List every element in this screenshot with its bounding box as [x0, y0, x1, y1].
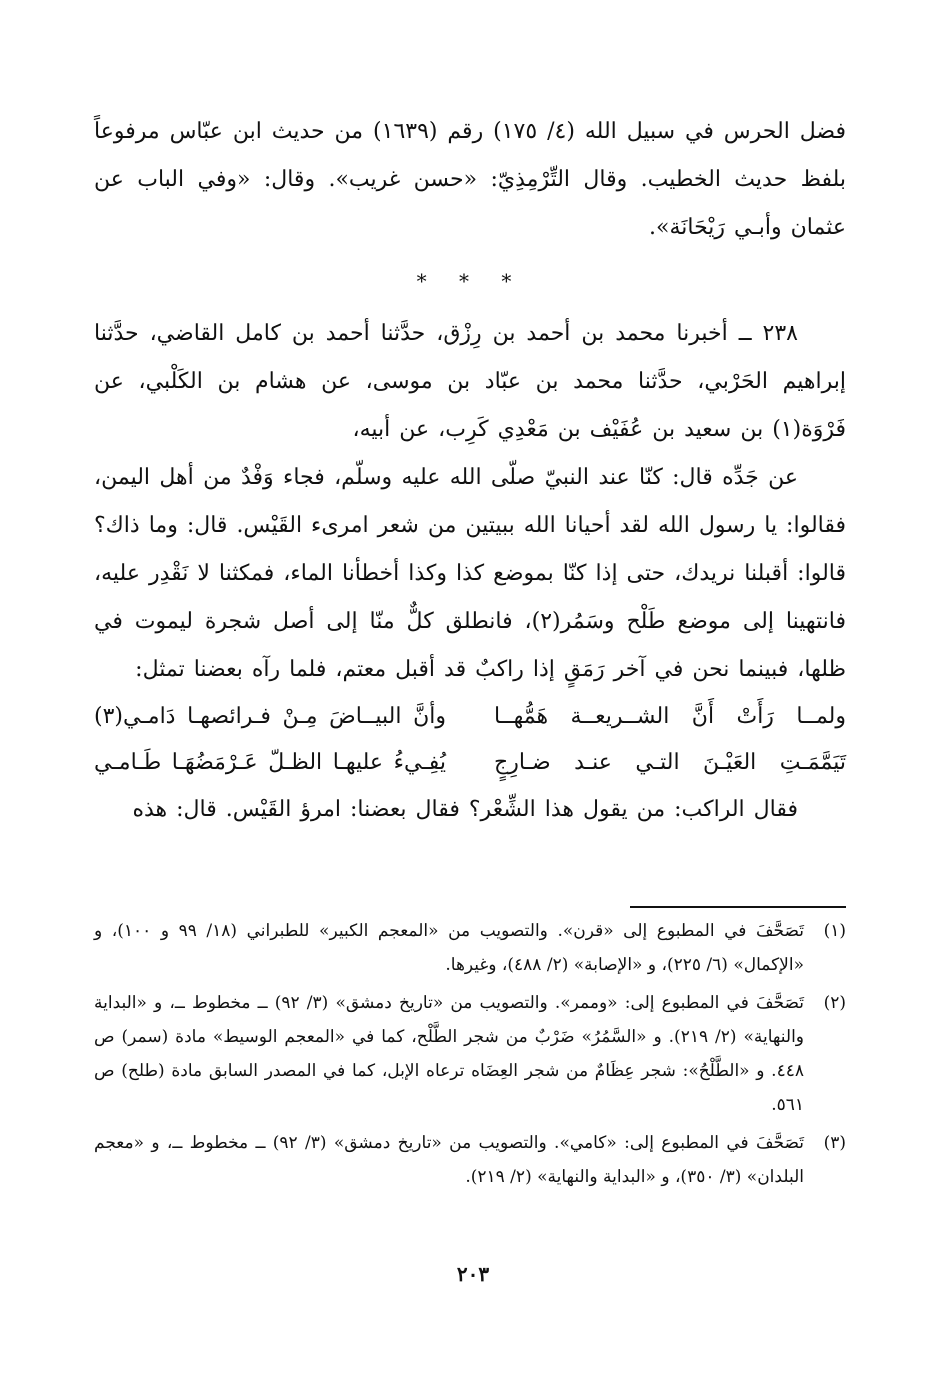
footnote-text: تَصَحَّفَ في المطبوع إلى: «كامي». والتصويب من «تاريخ دمشق» (٣/ ٩٢) ــ مخطوط ــ، و «معجم البلدان» (٣/ ٣٥٠)، و «البداية والنهاية» (٢/ ٢١٩).: [94, 1133, 804, 1187]
footnote: [94, 1126, 846, 1194]
footnote: [94, 914, 846, 982]
footnote-text: تَصَحَّفَ في المطبوع إلى: «وممر». والتصويب من «تاريخ دمشق» (٣/ ٩٢) ــ مخطوط ــ، و «البداية والنهاية» (٢/ ٢١٩). و «السَّمُرُ» ضَرْبٌ من شجر الطَّلْح، كما في «المعجم الوسيط» مادة (سمر) ص ٤٤٨. و «الطَّلْحُ»: شجر عِظَامٌ من شجر العِضَاه ترعاه الإبل، كما في المصدر السابق مادة (طلح) ص ٥٦١.: [94, 993, 805, 1115]
footnote: [94, 986, 846, 1122]
hadith-isnad: ٢٣٨ ــ أخبرنا محمد بن أحمد بن رِزْق، حدَّثنا أحمد بن كامل القاضي، حدَّثنا إبراهيم الحَرْبي، حدَّثنا محمد بن عبّاد بن موسى، عن هشام بن الكَلْبي، عن فَرْوَة(١) بن سعيد بن عُفَيْف بن مَعْدِي كَرِب، عن أبيه،: [94, 321, 846, 442]
verse-first-hemistich: تَيَمَّمَـتِ العَيْـنَ التـي عنـد ضـارِجٍ: [494, 750, 846, 775]
footnote-number: (٢): [823, 993, 846, 1013]
verse-line: [94, 740, 846, 786]
footnote-text: تَصَحَّفَ في المطبوع إلى «قرن». والتصويب من «المعجم الكبير» للطبراني (١٨/ ٩٩ و ١٠٠)، و «الإكمال» (٦/ ٢٢٥)، و «الإصابة» (٢/ ٤٨٨)، وغيرها.: [94, 921, 804, 975]
page-number: ٢٠٣: [456, 1262, 490, 1286]
verse-line: [94, 694, 846, 740]
poem-verses: [94, 694, 846, 786]
previous-footnote-continuation: فضل الحرس في سبيل الله (٤/ ١٧٥) رقم (١٦٣٩) من حديث ابن عبّاس مرفوعاً بلفظ حديث الخطيب. وقال التِّرْمِذِيّ: «حسن غريب». وقال: «وفي الباب عن عثمان وأبـي رَيْحَانَة».: [94, 119, 847, 240]
footnote-number: (١): [823, 921, 846, 941]
main-text: [94, 108, 846, 834]
verse-first-hemistich: ولمــا رَأَتْ أَنَّ الشــريعــة هَمُّهــا: [494, 704, 846, 729]
verse-second-hemistich: وأنَّ البيــاضَ مِـنْ فـرائصهـا دَامـي(٣): [94, 704, 446, 729]
hadith-matn: عن جَدِّه قال: كنّا عند النبيّ صلّى الله عليه وسلّم، فجاء وَفْدٌ من أهل اليمن، فقالوا: يا رسول الله لقد أحيانا الله ببيتين من شعر امرىء القَيْس. قال: وما ذاك؟ قالوا: أقبلنا نريدك، حتى إذا كنّا بموضع كذا وكذا أخطأنا الماء، فمكثنا لا نَقْدِر عليه، فانتهينا إلى موضع طَلْح وسَمُر(٢)، فانطلق كلٌّ منّا إلى أصل شجرة ليموت في ظلها، فبينما نحن في آخر رَمَقٍ إذا راكبٌ قد أقبل معتم، فلما رآه بعضنا تمثل:: [94, 465, 846, 682]
verse-second-hemistich: يُفِـيءُ عليهـا الظـلّ عَـرْمَضُهَـا طَـامـي: [94, 750, 446, 775]
hadith-continuation: فقال الراكب: من يقول هذا الشِّعْر؟ فقال بعضنا: امرؤ القَيْس. قال: هذه: [132, 797, 798, 822]
footnotes: [94, 914, 846, 1198]
footnote-number: (٣): [823, 1133, 846, 1153]
section-separator: * * *: [416, 269, 524, 293]
footnote-rule: [630, 906, 846, 908]
